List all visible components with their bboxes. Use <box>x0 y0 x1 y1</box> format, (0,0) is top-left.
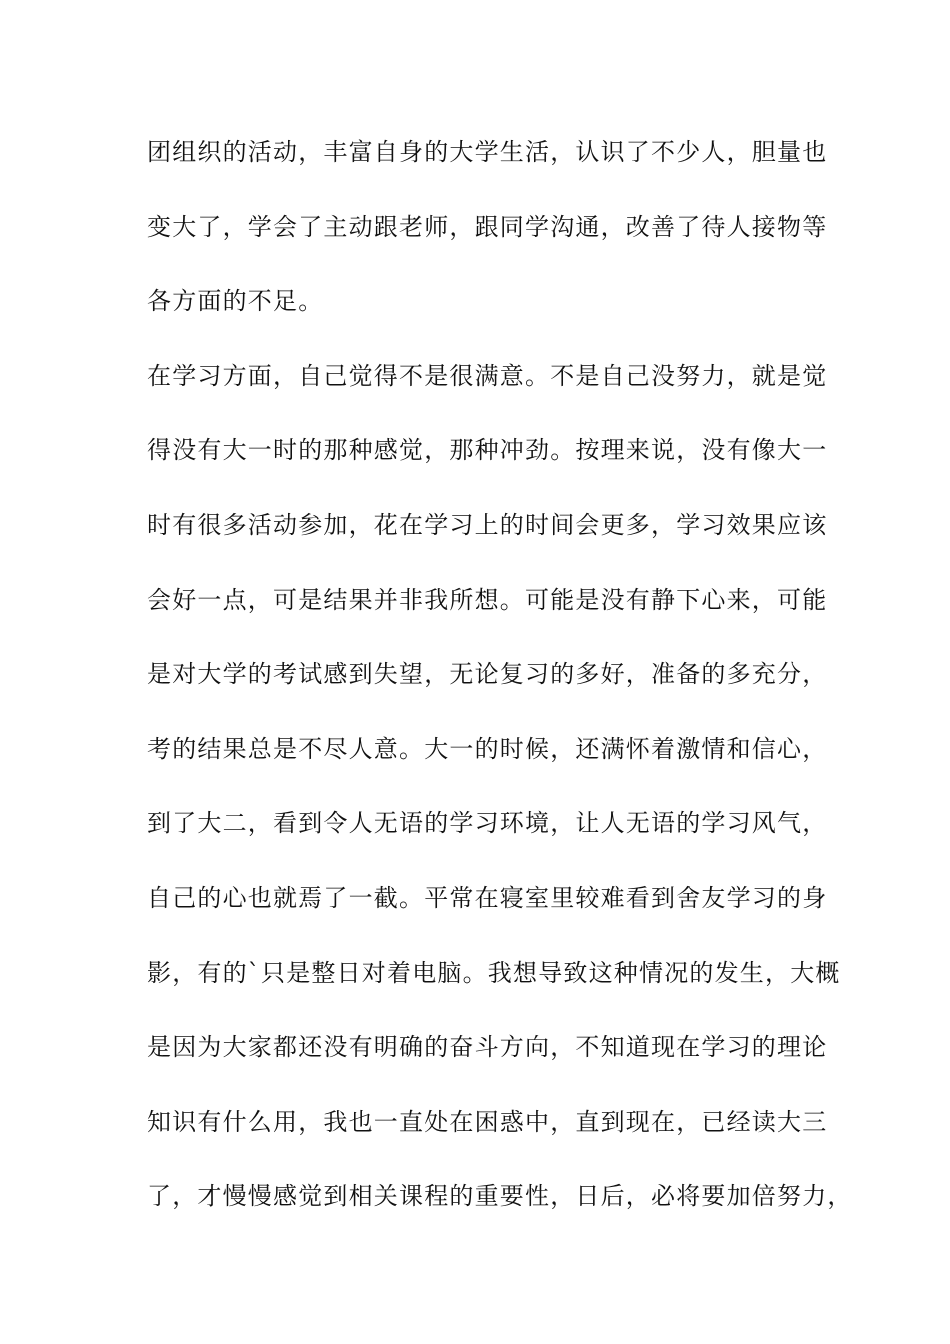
text-line: 团组织的活动，丰富自身的大学生活，认识了不少人，胆量也 <box>147 138 828 166</box>
text-line: 了，才慢慢感觉到相关课程的重要性，日后，必将要加倍努力， <box>147 1182 853 1211</box>
text-line: 考的结果总是不尽人意。大一的时候，还满怀着激情和信心， <box>147 734 828 763</box>
text-line: 是对大学的考试感到失望，无论复习的多好，准备的多充分， <box>147 660 828 689</box>
text-line: 各方面的不足。 <box>147 287 324 316</box>
body-text <box>147 131 853 1250</box>
text-line: 变大了，学会了主动跟老师，跟同学沟通，改善了待人接物等 <box>147 212 828 241</box>
text-line: 在学习方面，自己觉得不是很满意。不是自己没努力，就是觉 <box>147 361 828 390</box>
text-line: 得没有大一时的那种感觉，那种冲劲。按理来说，没有像大一 <box>147 436 828 465</box>
text-line: 是因为大家都还没有明确的奋斗方向，不知道现在学习的理论 <box>147 1033 828 1062</box>
text-line: 自己的心也就焉了一截。平常在寝室里较难看到舍友学习的身 <box>147 883 828 912</box>
text-line: 会好一点，可是结果并非我所想。可能是没有静下心来，可能 <box>147 585 828 614</box>
text-line: 影，有的`只是整日对着电脑。我想导致这种情况的发生，大概 <box>147 958 841 987</box>
text-line: 知识有什么用，我也一直处在困惑中，直到现在，已经读大三 <box>147 1107 828 1136</box>
text-line: 到了大二，看到令人无语的学习环境，让人无语的学习风气， <box>147 809 828 838</box>
text-line: 时有很多活动参加，花在学习上的时间会更多，学习效果应该 <box>147 510 828 539</box>
